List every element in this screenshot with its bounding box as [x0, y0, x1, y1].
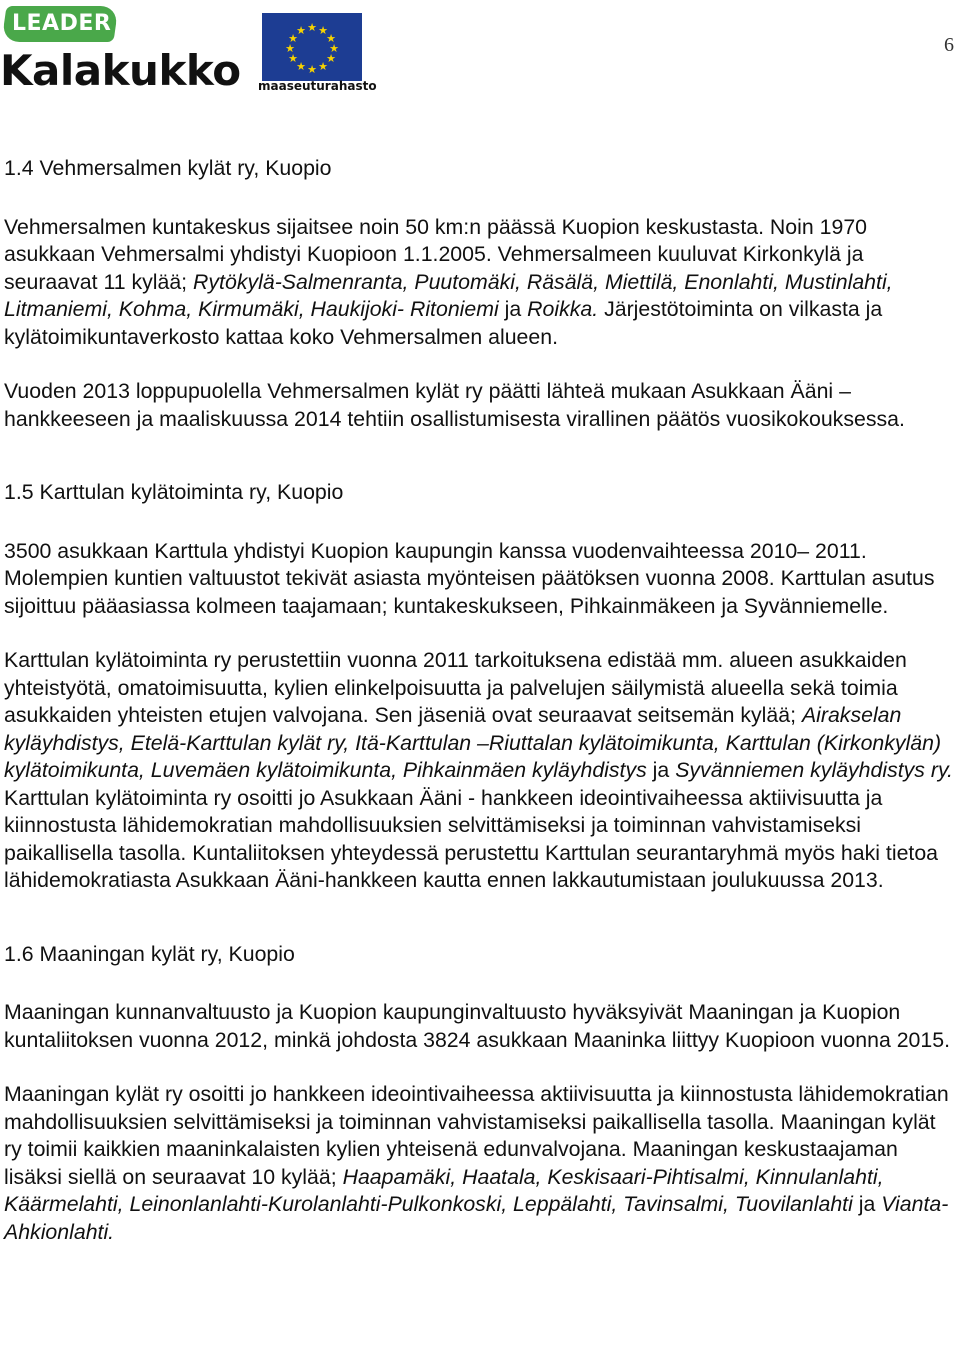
text-run: Järjestötoiminta on vilkasta ja kylätoimikuntaverkosto kattaa koko Vehmersalmen alueen. [4, 297, 883, 349]
svg-text:★: ★ [296, 24, 306, 37]
italic-text-run: Vianta-Ahkionlahti. [4, 1192, 949, 1244]
paragraph [4, 378, 956, 433]
section-heading-vehmersalmi: 1.4 Vehmersalmen kylät ry, Kuopio [4, 156, 332, 180]
text-run: Vuoden 2013 loppupuolella Vehmersalmen kylät ry päätti lähteä mukaan Asukkaan Ääni – hankkeeseen ja maaliskuussa 2014 tehtiin osallistumisesta virallinen päätös vuosikokouksessa. [4, 379, 905, 431]
italic-text-run: Syvänniemen kyläyhdistys ry. [675, 758, 953, 782]
paragraph [4, 538, 956, 621]
svg-text:★: ★ [318, 24, 328, 37]
text-run: ja [498, 297, 528, 321]
svg-text:★: ★ [296, 60, 306, 73]
svg-text:★: ★ [285, 42, 295, 55]
italic-text-run: Haapamäki, Haatala, Keskisaari-Pihtisalmi, Kinnulanlahti, Käärmelahti, Leinonlanlahti-Kurolanlahti-Pulkonkoski, Leppälahti, Tavinsalmi, Tuovilanlahti [4, 1164, 884, 1216]
paragraph [4, 999, 956, 1054]
text-run: Karttulan kylätoiminta ry perustettiin vuonna 2011 tarkoituksena edistää mm. alueen asukkaiden yhteistyötä, omatoimisuutta, kylien elinkelpoisuutta ja palvelujen säilymistä alueella sekä toimia asukkaiden yhteisten etujen valvojana. Sen jäseniä ovat seuraavat seitsemän kylää; [4, 648, 907, 727]
page-header [0, 0, 960, 100]
paragraph [4, 214, 956, 352]
text-run: Maaningan kunnanvaltuusto ja Kuopion kaupunginvaltuusto hyväksyivät Maaningan ja Kuopion kuntaliitoksen vuonna 2012, minkä johdosta 3824 asukkaan Maaninka liittyy Kuopioon vuonna 2015. [4, 1000, 950, 1052]
text-run: Karttulan kylätoiminta ry osoitti jo Asukkaan Ääni - hankkeen ideointivaiheessa aktiivisuutta ja kiinnostusta lähidemokratian mahdollisuuksien selvittämiseksi ja toiminnan vahvistamiseksi paikallisella tasolla. Kuntaliitoksen yhteydessä perustettu Karttulan seurantaryhmä myös haki tietoa lähidemokratiasta Asukkaan Ääni-hankkeen kautta ennen lakkautumistaan joulukuussa 2013. [4, 785, 939, 892]
eu-rural-fund-logo [258, 13, 377, 93]
leader-label: LEADER [12, 11, 112, 36]
eu-flag-icon [262, 13, 362, 81]
text-run: 3500 asukkaan Karttula yhdistyi Kuopion kaupungin kanssa vuodenvaihteessa 2010– 2011. Molempien kuntien valtuustot tekivät asiasta myönteisen päätöksen vuonna 2008. Karttulan asutus sijoittuu pääasiassa kolmeen taajamaan; kuntakeskukseen, Pihkainmäkeen ja Syvänniemelle. [4, 538, 935, 618]
svg-text:★: ★ [307, 63, 317, 76]
text-run: Vehmersalmen kuntakeskus sijaitsee noin 50 km:n päässä Kuopion keskustasta. Noin 1970 asukkaan Vehmersalmi yhdistyi Kuopioon 1.1.2005. Vehmersalmeen kuuluvat Kirkonkylä ja seuraavat 11 kylää; [4, 214, 868, 294]
svg-text:★: ★ [326, 52, 336, 65]
paragraph [4, 1081, 956, 1246]
svg-text:★: ★ [307, 21, 317, 34]
eu-stars-icon [262, 13, 362, 81]
page-number: 6 [944, 34, 954, 56]
document-body [4, 150, 956, 1246]
section-heading-karttula: 1.5 Karttulan kylätoiminta ry, Kuopio [4, 480, 344, 504]
paragraph [4, 647, 956, 895]
svg-text:★: ★ [329, 42, 339, 55]
eu-fund-caption: maaseuturahasto [258, 79, 377, 93]
section-heading-maaninka: 1.6 Maaningan kylät ry, Kuopio [4, 941, 295, 966]
svg-text:★: ★ [326, 32, 336, 45]
leader-kalakukko-logo [0, 2, 241, 95]
svg-text:★: ★ [288, 52, 298, 65]
svg-text:★: ★ [288, 32, 298, 45]
italic-text-run: Airakselan kyläyhdistys, Etelä-Karttulan kylät ry, Itä-Karttulan –Riuttalan kylätoimikunta, Karttulan (Kirkonkylän) kylätoimikunta, Luvemäen kylätoimikunta, Pihkainmäen kyläyhdistys [4, 703, 942, 782]
kalakukko-label: Kalakukko [0, 46, 241, 95]
text-run: Maaningan kylät ry osoitti jo hankkeen ideointivaiheessa aktiivisuutta ja kiinnostusta lähidemokratian mahdollisuuksien selvittämiseksi ja toiminnan vahvistamiseksi paikallisella tasolla. Maaningan kylät ry toimii kaikkien maaninkalaisten kylien yhteisenä edunvalvojana. Maaningan keskustaajaman lisäksi siellä on seuraavat 10 kylää; [4, 1082, 949, 1189]
svg-text:★: ★ [318, 60, 328, 73]
text-run: ja [852, 1192, 882, 1216]
text-run: ja [646, 758, 676, 782]
italic-text-run: Roikka. [527, 297, 599, 321]
italic-text-run: Rytökylä-Salmenranta, Puutomäki, Räsälä, Miettilä, Enonlahti, Mustinlahti, Litmaniemi, Kohma, Kirmumäki, Haukijoki- Ritoniemi [4, 269, 893, 321]
